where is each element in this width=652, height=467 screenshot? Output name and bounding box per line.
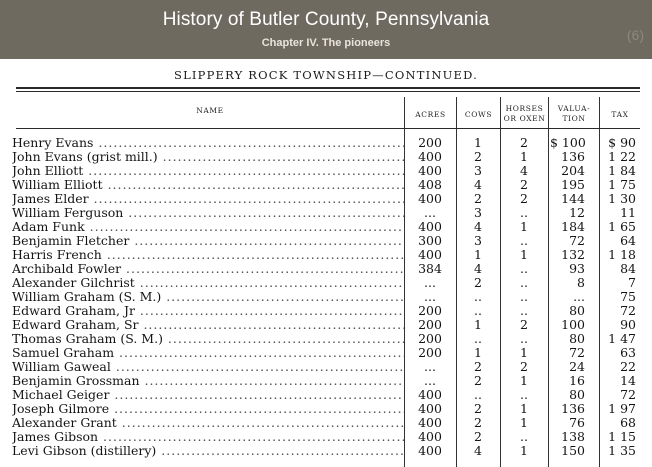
- row-cows: 2: [474, 429, 482, 444]
- header-valuation-line1: VALUA-: [557, 104, 591, 113]
- row-tax: 1 75: [608, 177, 636, 192]
- table-row: [0, 345, 652, 359]
- row-name: William Graham (S. M.) .....: [12, 289, 404, 304]
- row-horses: 2: [520, 191, 528, 206]
- row-tax: 14: [620, 373, 636, 388]
- row-cows: 1: [474, 135, 482, 150]
- row-cows: 4: [474, 261, 482, 276]
- row-horses: 1: [520, 345, 528, 360]
- row-acres: 200: [418, 345, 442, 360]
- row-cows: 3: [474, 233, 482, 248]
- row-name: Harris French .....: [12, 247, 404, 262]
- table-row: [0, 443, 652, 457]
- table-row: [0, 247, 652, 261]
- row-acres: 400: [418, 443, 442, 458]
- header-name: NAME: [196, 106, 224, 115]
- row-horses: 1: [520, 443, 528, 458]
- section-title: SLIPPERY ROCK TOWNSHIP—CONTINUED.: [174, 68, 478, 82]
- row-horses: ..: [520, 289, 528, 304]
- table-row: [0, 303, 652, 317]
- scanned-page: [0, 59, 652, 467]
- table-row: [0, 205, 652, 219]
- row-cows: 1: [474, 247, 482, 262]
- row-name: Samuel Graham .....: [12, 345, 404, 360]
- row-acres: 200: [418, 135, 442, 150]
- row-name: Benjamin Grossman .....: [12, 373, 404, 388]
- row-valuation: 76: [569, 415, 585, 430]
- page-header: [0, 0, 652, 59]
- table-row: [0, 317, 652, 331]
- table-row: [0, 289, 652, 303]
- row-valuation: 16: [569, 373, 585, 388]
- row-cows: 2: [474, 191, 482, 206]
- row-cows: 2: [474, 401, 482, 416]
- row-valuation: 184: [561, 219, 585, 234]
- header-horses-line1: HORSES: [505, 104, 544, 113]
- row-acres: 400: [418, 191, 442, 206]
- row-acres: ...: [424, 205, 436, 220]
- row-cows: ..: [474, 331, 482, 346]
- row-valuation: 72: [569, 345, 585, 360]
- header-horses: [501, 104, 548, 124]
- row-tax: 72: [620, 387, 636, 402]
- row-tax: 90: [620, 317, 636, 332]
- row-tax: 1 65: [608, 219, 636, 234]
- table-row: [0, 135, 652, 149]
- row-name: Henry Evans .....: [12, 135, 404, 150]
- row-horses: 2: [520, 359, 528, 374]
- row-tax: 1 84: [608, 163, 636, 178]
- row-acres: 200: [418, 317, 442, 332]
- row-name: Alexander Gilchrist .....: [12, 275, 404, 290]
- row-horses: 1: [520, 401, 528, 416]
- row-tax: 1 97: [608, 401, 636, 416]
- row-horses: 1: [520, 373, 528, 388]
- row-valuation: $ 100: [550, 135, 586, 150]
- chapter-subtitle: Chapter IV. The pioneers: [261, 37, 391, 49]
- row-cows: 3: [474, 163, 482, 178]
- row-horses: 2: [520, 135, 528, 150]
- table-row: [0, 261, 652, 275]
- table-row: [0, 233, 652, 247]
- row-tax: 22: [620, 359, 636, 374]
- row-cows: 4: [474, 177, 482, 192]
- row-valuation: 80: [569, 331, 585, 346]
- row-tax: $ 90: [608, 135, 636, 150]
- row-valuation: 144: [561, 191, 585, 206]
- row-cows: 4: [474, 443, 482, 458]
- row-valuation: 80: [569, 303, 585, 318]
- row-tax: 1 35: [608, 443, 636, 458]
- row-horses: ..: [520, 429, 528, 444]
- table-row: [0, 191, 652, 205]
- row-tax: 75: [620, 289, 636, 304]
- row-acres: 400: [418, 163, 442, 178]
- row-cows: 2: [474, 149, 482, 164]
- row-acres: ...: [424, 373, 436, 388]
- table-row: [0, 163, 652, 177]
- table-row: [0, 387, 652, 401]
- row-name: Edward Graham, Sr .....: [12, 317, 404, 332]
- row-valuation: 80: [569, 387, 585, 402]
- row-cows: 1: [474, 317, 482, 332]
- row-valuation: 204: [561, 163, 585, 178]
- row-tax: 68: [620, 415, 636, 430]
- row-horses: 2: [520, 177, 528, 192]
- row-name: James Elder .....: [12, 191, 404, 206]
- row-tax: 72: [620, 303, 636, 318]
- row-name: Levi Gibson (distillery) .....: [12, 443, 404, 458]
- table-row: [0, 149, 652, 163]
- row-tax: 1 22: [608, 149, 636, 164]
- row-tax: 1 18: [608, 247, 636, 262]
- row-horses: ..: [520, 303, 528, 318]
- row-name: Joseph Gilmore .....: [12, 401, 404, 416]
- row-acres: 400: [418, 247, 442, 262]
- row-valuation: 93: [569, 261, 585, 276]
- row-horses: 4: [520, 163, 528, 178]
- row-valuation: 136: [561, 149, 585, 164]
- row-name: William Ferguson .....: [12, 205, 404, 220]
- row-name: Thomas Graham (S. M.) .....: [12, 331, 404, 346]
- header-cows: COWS: [464, 110, 493, 119]
- row-name: Michael Geiger .....: [12, 387, 404, 402]
- table-row: [0, 401, 652, 415]
- header-valuation-line2: TION: [562, 114, 586, 123]
- row-valuation: 12: [569, 205, 585, 220]
- row-tax: 64: [620, 233, 636, 248]
- row-horses: 1: [520, 219, 528, 234]
- table-row: [0, 373, 652, 387]
- row-name: Alexander Grant .....: [12, 415, 404, 430]
- top-rule-thick: [16, 87, 640, 89]
- row-acres: 400: [418, 219, 442, 234]
- row-tax: 1 47: [608, 331, 636, 346]
- row-valuation: 100: [561, 317, 585, 332]
- row-acres: ...: [424, 359, 436, 374]
- row-acres: 200: [418, 331, 442, 346]
- row-valuation: 24: [569, 359, 585, 374]
- row-cows: 1: [474, 345, 482, 360]
- row-name: John Evans (grist mill.) .....: [12, 149, 404, 164]
- top-rule-thin: [16, 91, 640, 92]
- row-valuation: 8: [577, 275, 585, 290]
- row-horses: ..: [520, 261, 528, 276]
- row-horses: ..: [520, 205, 528, 220]
- table-row: [0, 331, 652, 345]
- row-name: William Elliott .....: [12, 177, 404, 192]
- row-name: Benjamin Fletcher .....: [12, 233, 404, 248]
- row-valuation: ...: [573, 289, 585, 304]
- table-row: [0, 415, 652, 429]
- row-acres: 400: [418, 387, 442, 402]
- row-horses: ..: [520, 233, 528, 248]
- row-valuation: 150: [561, 443, 585, 458]
- row-valuation: 136: [561, 401, 585, 416]
- row-acres: 400: [418, 149, 442, 164]
- row-acres: 384: [418, 261, 442, 276]
- row-acres: 400: [418, 401, 442, 416]
- row-cows: 2: [474, 373, 482, 388]
- table-row: [0, 359, 652, 373]
- row-horses: ..: [520, 387, 528, 402]
- header-acres: ACRES: [415, 110, 446, 119]
- row-horses: 2: [520, 317, 528, 332]
- row-horses: 1: [520, 149, 528, 164]
- row-cows: 3: [474, 205, 482, 220]
- header-horses-line2: OR OXEN: [503, 114, 546, 123]
- table-row: [0, 429, 652, 443]
- header-valuation: [549, 104, 599, 124]
- row-acres: 400: [418, 429, 442, 444]
- row-tax: 63: [620, 345, 636, 360]
- header-tax: TAX: [611, 110, 629, 119]
- row-acres: 408: [418, 177, 442, 192]
- row-acres: 400: [418, 415, 442, 430]
- row-cows: 2: [474, 415, 482, 430]
- header-rule: [16, 128, 640, 129]
- row-valuation: 132: [561, 247, 585, 262]
- row-cows: ..: [474, 289, 482, 304]
- row-tax: 11: [620, 205, 636, 220]
- row-acres: 200: [418, 303, 442, 318]
- row-name: Edward Graham, Jr .....: [12, 303, 404, 318]
- row-tax: 84: [620, 261, 636, 276]
- row-horses: ..: [520, 331, 528, 346]
- table-row: [0, 219, 652, 233]
- row-cows: ..: [474, 303, 482, 318]
- row-cows: ..: [474, 387, 482, 402]
- row-name: John Elliott .....: [12, 163, 404, 178]
- row-valuation: 195: [561, 177, 585, 192]
- row-tax: 1 30: [608, 191, 636, 206]
- table-row: [0, 177, 652, 191]
- page-number: (6): [626, 27, 644, 43]
- row-tax: 1 15: [608, 429, 636, 444]
- row-horses: 1: [520, 247, 528, 262]
- row-acres: ...: [424, 275, 436, 290]
- row-name: James Gibson .....: [12, 429, 404, 444]
- row-acres: ...: [424, 289, 436, 304]
- row-cows: 4: [474, 219, 482, 234]
- row-name: Adam Funk .....: [12, 219, 404, 234]
- book-title: History of Butler County, Pennsylvania: [162, 9, 490, 30]
- row-cows: 2: [474, 275, 482, 290]
- row-horses: 1: [520, 415, 528, 430]
- table-row: [0, 275, 652, 289]
- row-cows: 2: [474, 359, 482, 374]
- row-name: Archibald Fowler .....: [12, 261, 404, 276]
- row-horses: ..: [520, 275, 528, 290]
- row-valuation: 138: [561, 429, 585, 444]
- row-name: William Gaweal .....: [12, 359, 404, 374]
- row-valuation: 72: [569, 233, 585, 248]
- row-tax: 7: [628, 275, 636, 290]
- row-acres: 300: [418, 233, 442, 248]
